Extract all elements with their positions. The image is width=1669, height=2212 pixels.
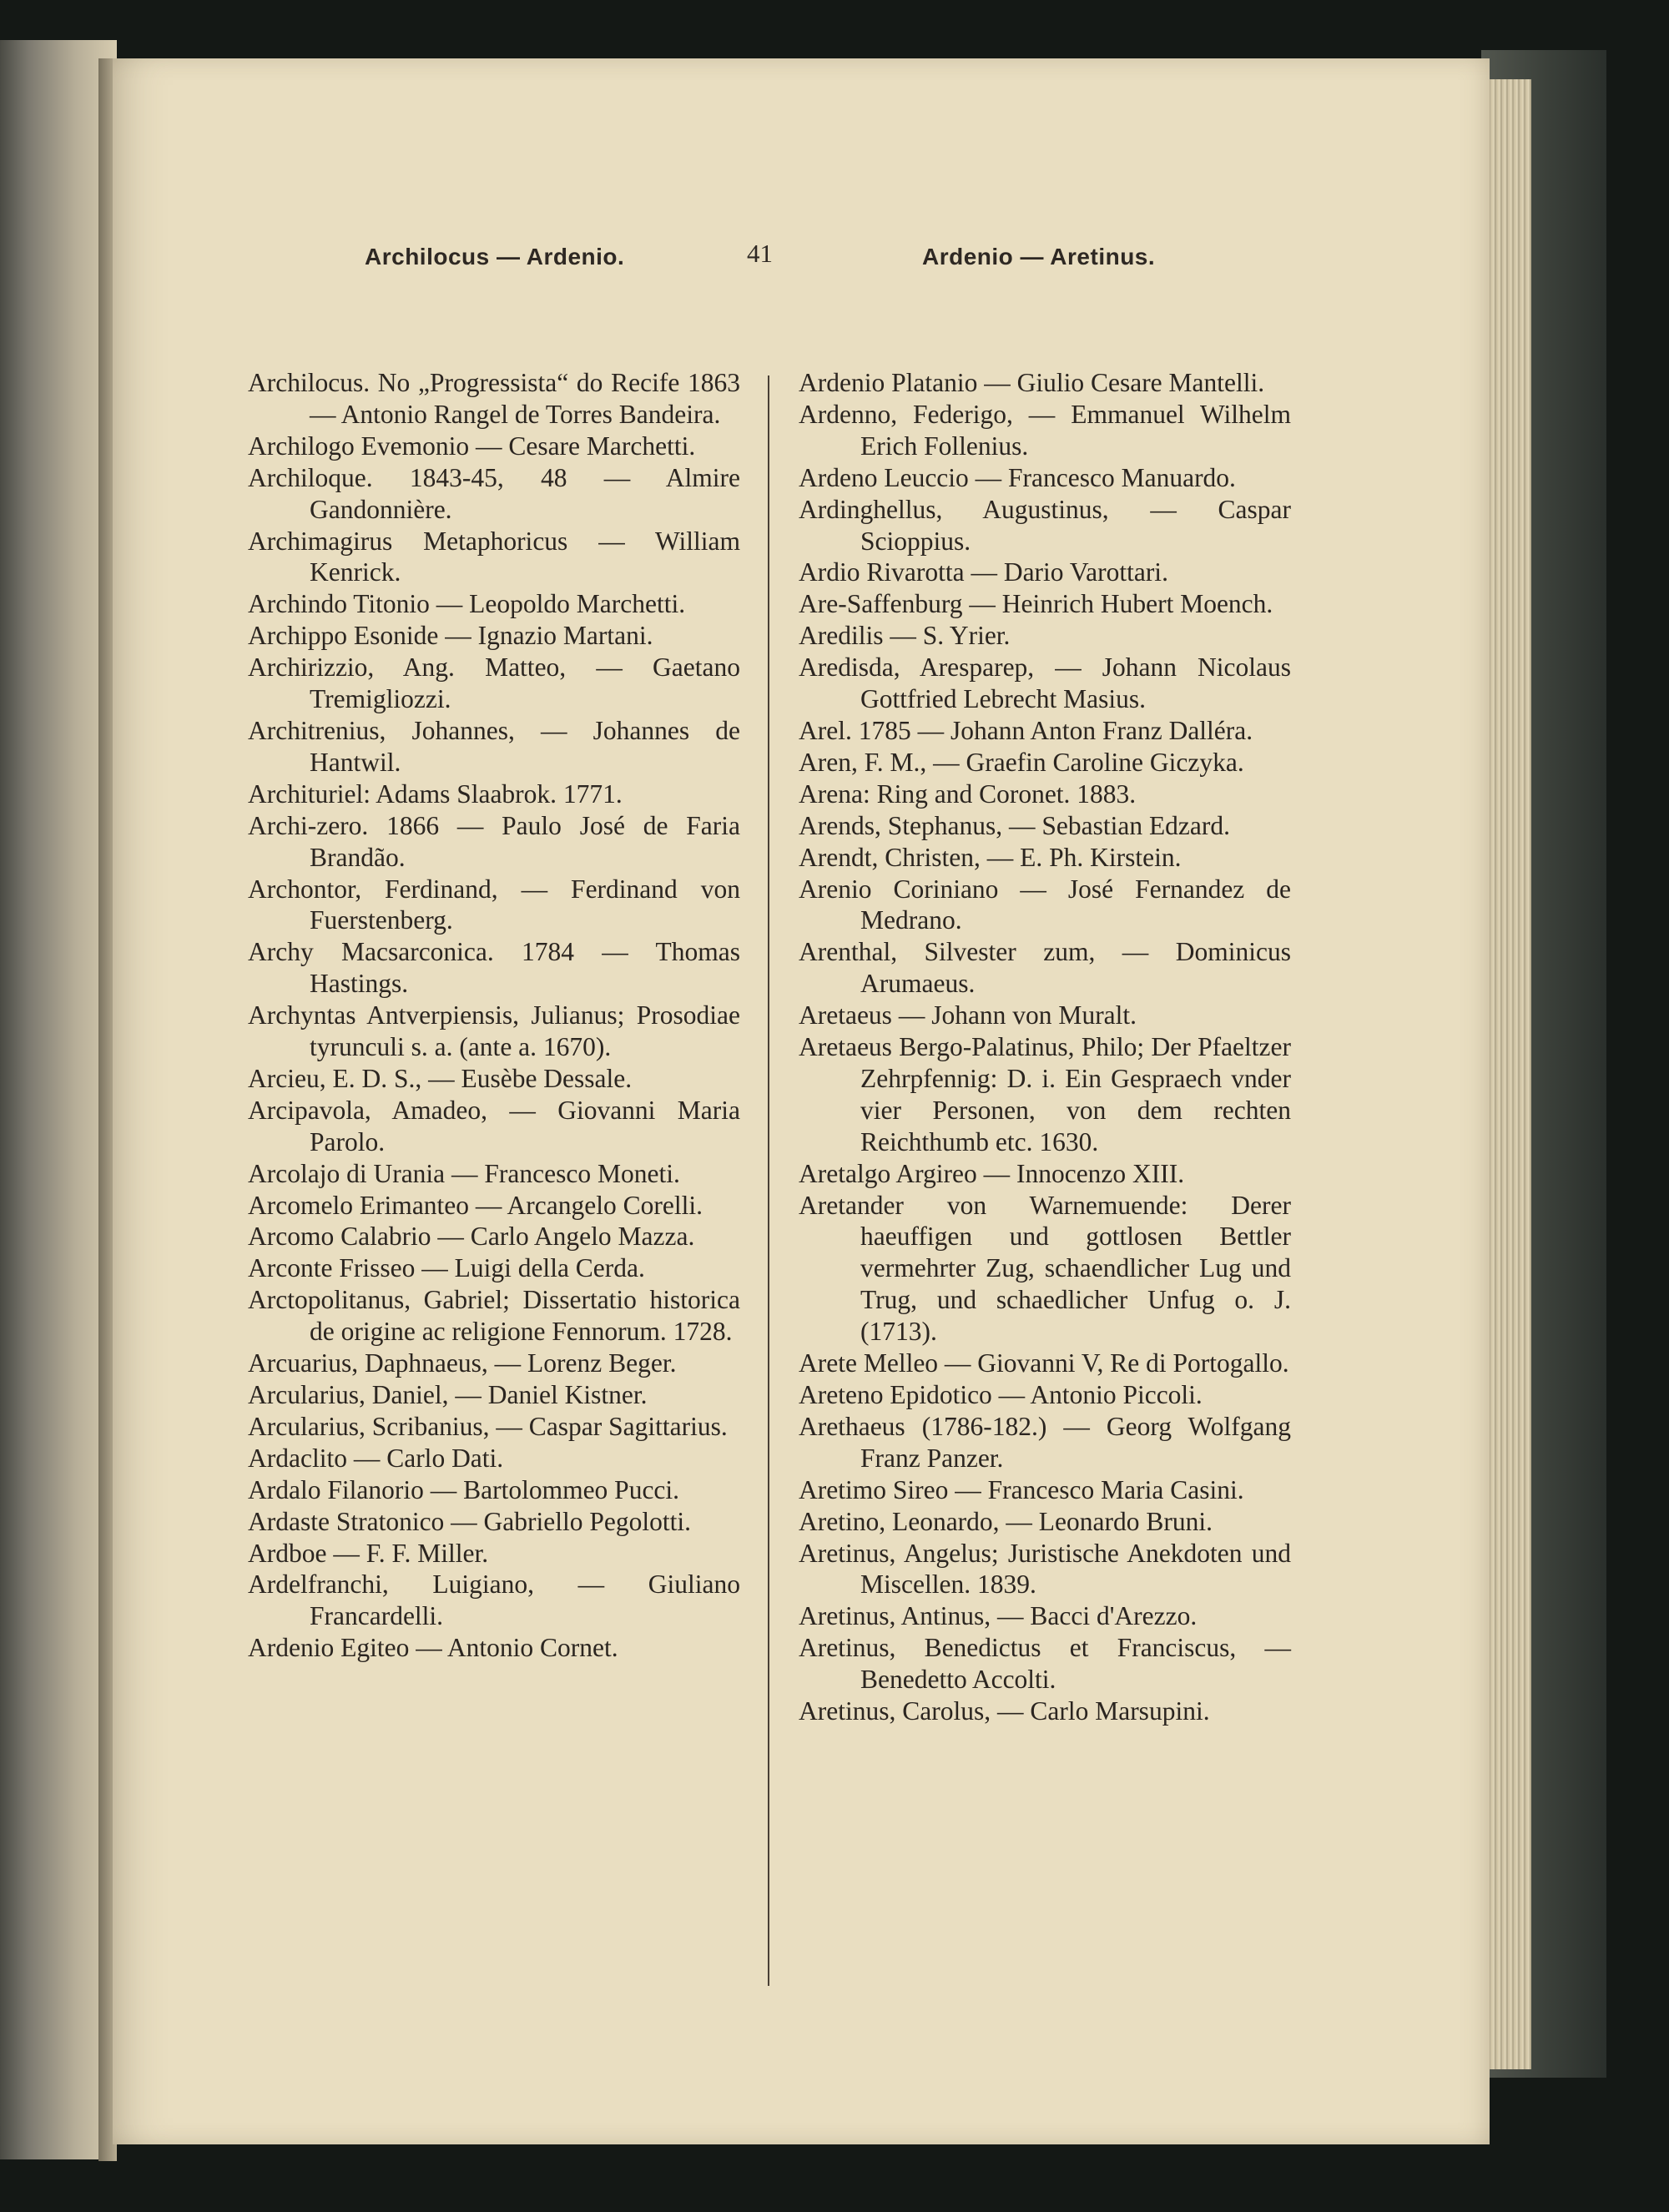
entry: Arcieu, E. D. S., — Eusèbe Dessale. [248,1063,633,1093]
entry: Archyntas Antverpiensis, Julianus; Prosodiae tyrunculi s. a. (ante a. 1670). [248,1000,740,1062]
entry: Archilocus. No „Progressista“ do Recife 1863 — Antonio Rangel de Torres Bandeira. [248,368,740,429]
entry: Archi-zero. 1866 — Paulo José de Faria Brandão. [248,810,740,872]
book-page [113,58,1490,2144]
right-column [799,367,1291,1727]
entry: Arconte Frisseo — Luigi della Cerda. [248,1253,645,1283]
entry: Archimagirus Metaphoricus — William Kenrick. [248,526,740,587]
entry: Arends, Stephanus, — Sebastian Edzard. [799,810,1231,840]
page-number: 41 [747,239,773,268]
entry: Archituriel: Adams Slaabrok. 1771. [248,778,623,809]
entry: Ardeno Leuccio — Francesco Manuardo. [799,462,1236,492]
entry: Ardenio Platanio — Giulio Cesare Mantelli. [799,368,1265,397]
entry: Aretander von Warnemuende: Derer haeuffigen und gottlosen Bettler vermehrter Zug, schaendlicher Lug und Trug, und schaedlicher Unfug o. J. (1713). [799,1190,1291,1347]
entry: Archilogo Evemonio — Cesare Marchetti. [248,431,696,461]
entry: Archirizzio, Ang. Matteo, — Gaetano Tremigliozzi. [248,653,740,714]
entry: Aretino, Leonardo, — Leonardo Bruni. [799,1506,1213,1536]
entry: Aretinus, Carolus, — Carlo Marsupini. [799,1696,1210,1726]
entry: Aretinus, Angelus; Juristische Anekdoten und Miscellen. 1839. [799,1538,1291,1600]
entry: Arcipavola, Amadeo, — Giovanni Maria Parolo. [248,1095,740,1156]
entry: Arete Melleo — Giovanni V, Re di Portogallo. [799,1348,1289,1378]
entry: Aredisda, Aresparep, — Johann Nicolaus Gottfried Lebrecht Masius. [799,653,1291,714]
entry: Arcularius, Scribanius, — Caspar Sagittarius. [248,1411,728,1441]
entry: Arena: Ring and Coronet. 1883. [799,778,1137,809]
entry: Aretaeus — Johann von Muralt. [799,1000,1137,1030]
entry: Aretinus, Antinus, — Bacci d'Arezzo. [799,1601,1198,1631]
entry: Ardalo Filanorio — Bartolommeo Pucci. [248,1474,680,1504]
entry: Arenthal, Silvester zum, — Dominicus Arumaeus. [799,937,1291,999]
entry: Aretinus, Benedictus et Franciscus, — Benedetto Accolti. [799,1633,1291,1695]
entry: Arendt, Christen, — E. Ph. Kirstein. [799,842,1182,872]
running-head-right: Ardenio — Aretinus. [922,244,1156,270]
entry: Are-Saffenburg — Heinrich Hubert Moench. [799,589,1273,619]
entry: Ardaste Stratonico — Gabriello Pegolotti. [248,1506,692,1536]
entry: Architrenius, Johannes, — Johannes de Hantwil. [248,715,740,777]
running-head-left: Archilocus — Ardenio. [365,244,625,270]
entry: Arcuarius, Daphnaeus, — Lorenz Beger. [248,1348,677,1378]
entry: Aretimo Sireo — Francesco Maria Casini. [799,1474,1244,1504]
entry: Ardenno, Federigo, — Emmanuel Wilhelm Erich Follenius. [799,399,1291,461]
entry: Aredilis — S. Yrier. [799,621,1011,651]
entry: Archindo Titonio — Leopoldo Marchetti. [248,589,686,619]
column-divider [768,375,769,1986]
entry: Arethaeus (1786-182.) — Georg Wolfgang Franz Panzer. [799,1411,1291,1473]
entry: Arel. 1785 — Johann Anton Franz Dalléra. [799,715,1253,745]
entry: Arcomo Calabrio — Carlo Angelo Mazza. [248,1222,695,1252]
entry: Ardboe — F. F. Miller. [248,1538,489,1568]
entry: Areteno Epidotico — Antonio Piccoli. [799,1380,1203,1409]
entry: Ardio Rivarotta — Dario Varottari. [799,557,1168,587]
entry: Aretalgo Argireo — Innocenzo XIII. [799,1158,1185,1188]
entry: Archippo Esonide — Ignazio Martani. [248,621,653,651]
entry: Arenio Coriniano — José Fernandez de Medrano. [799,874,1291,935]
entry: Arcolajo di Urania — Francesco Moneti. [248,1158,680,1188]
entry: Arcularius, Daniel, — Daniel Kistner. [248,1380,648,1409]
entry: Arctopolitanus, Gabriel; Dissertatio historica de origine ac religione Fennorum. 1728. [248,1285,740,1347]
entry: Archiloque. 1843-45, 48 — Almire Gandonnière. [248,462,740,524]
entry: Archy Macsarconica. 1784 — Thomas Hastings. [248,937,740,999]
entry: Arcomelo Erimanteo — Arcangelo Corelli. [248,1190,703,1220]
entry: Ardinghellus, Augustinus, — Caspar Scioppius. [799,494,1291,556]
left-column [248,367,740,1664]
entry: Ardelfranchi, Luigiano, — Giuliano Francardelli. [248,1570,740,1631]
entry: Aren, F. M., — Graefin Caroline Giczyka. [799,747,1244,777]
page-edges [1485,79,1531,2069]
entry: Ardenio Egiteo — Antonio Cornet. [248,1633,618,1663]
entry: Ardaclito — Carlo Dati. [248,1443,504,1473]
entry: Archontor, Ferdinand, — Ferdinand von Fuerstenberg. [248,874,740,935]
entry: Aretaeus Bergo-Palatinus, Philo; Der Pfaeltzer Zehrpfennig: D. i. Ein Gespraech vnder vier Personen, von dem rechten Reichthumb etc. 1630. [799,1032,1291,1156]
